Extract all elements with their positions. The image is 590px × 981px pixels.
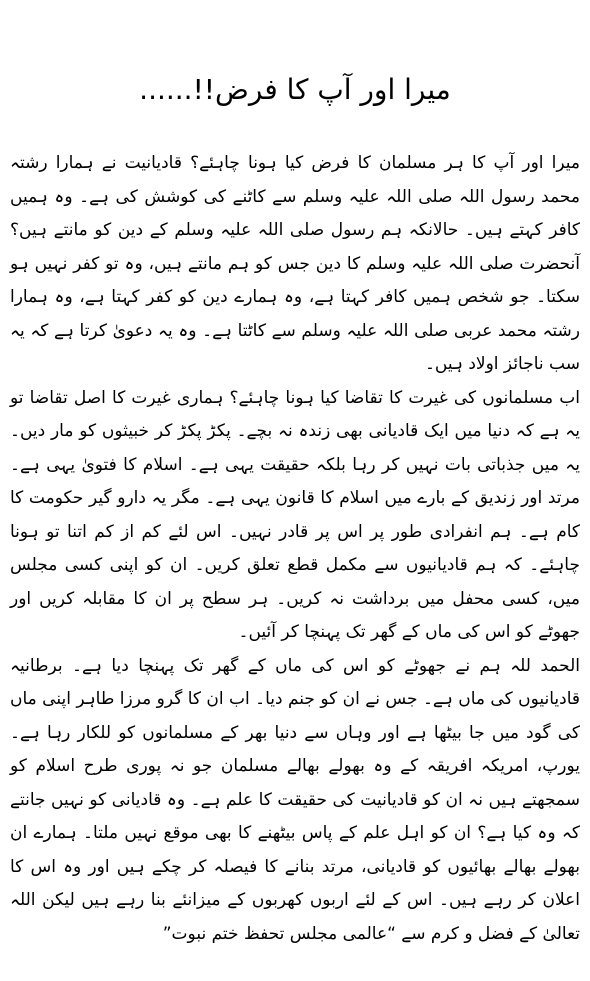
paragraph-2: اب مسلمانوں کی غیرت کا تقاضا کیا ہونا چاہئے؟ ہماری غیرت کا اصل تقاضا تو یہ ہے کہ دنیا میں ایک قادیانی بھی زندہ نہ بچے۔ پکڑ پکڑ کر خبیثوں کو مار دیں۔ یہ میں جذباتی بات نہیں کر رہا بلکہ حقیقت یہی ہے۔ اسلام کا فتویٰ یہی ہے۔ مرتد اور زندیق کے بارے میں اسلام کا قانون یہی ہے۔ مگر یہ دارو گیر حکومت کا کام ہے۔ ہم انفرادی طور پر اس پر قادر نہیں۔ اس لئے کم از کم اتنا تو ہونا چاہئے۔ کہ ہم قادیانیوں سے مکمل قطع تعلق کریں۔ ان کو اپنی کسی مجلس میں، کسی محفل میں برداشت نہ کریں۔ ہر سطح پر ان کا مقابلہ کریں اور جھوٹے کو اس کی ماں کے گھر تک پہنچا کر آئیں۔ xyxy=(10,387,580,642)
article-body xyxy=(10,147,580,951)
paragraph-3: الحمد للہ ہم نے جھوٹے کو اس کی ماں کے گھر تک پہنچا دیا ہے۔ برطانیہ قادیانیوں کی ماں ہے۔ جس نے ان کو جنم دیا۔ اب ان کا گرو مرزا طاہر اپنی ماں کی گود میں جا بیٹھا ہے اور وہاں سے دنیا بھر کے مسلمانوں کو للکار رہا ہے۔ یورپ، امریکہ افریقہ کے وہ بھولے بھالے مسلمان جو نہ پوری طرح اسلام کو سمجھتے ہیں نہ ان کو قادیانیت کی حقیقت کا علم ہے۔ وہ قادیانی کو نہیں جانتے کہ وہ کیا ہے؟ ان کو اہل علم کے پاس بیٹھنے کا بھی موقع نہیں ملتا۔ ہمارے ان بھولے بھالے بھائیوں کو قادیانی، مرتد بنانے کا فیصلہ کر چکے ہیں اور وہ اس کا اعلان کر رہے ہیں۔ اس کے لئے اربوں کھربوں کے میزانئے بنا رہے ہیں لیکن اللہ تعالیٰ کے فضل و کرم سے “عالمی مجلس تحفظ ختم نبوت” xyxy=(10,655,580,944)
paragraph-1: میرا اور آپ کا ہر مسلمان کا فرض کیا ہونا چاہئے؟ قادیانیت نے ہمارا رشتہ محمد رسول اللہ صلی اللہ علیہ وسلم سے کاٹنے کی کوشش کی ہے۔ وہ ہمیں کافر کہتے ہیں۔ حالانکہ ہم رسول صلی اللہ علیہ وسلم کے دین کو مانتے ہیں؟ آنحضرت صلی اللہ علیہ وسلم کا دین جس کو ہم مانتے ہیں، وہ تو کفر نہیں ہو سکتا۔ جو شخص ہمیں کافر کہتا ہے، وہ ہمارے دین کو کفر کہتا ہے، وہ ہمارا رشتہ محمد عربی صلی اللہ علیہ وسلم سے کاٹتا ہے۔ وہ یہ دعویٰ کرتا ہے کہ یہ سب ناجائز اولاد ہیں۔ xyxy=(10,153,580,374)
page-title: میرا اور آپ کا فرض!!...... xyxy=(139,73,451,106)
